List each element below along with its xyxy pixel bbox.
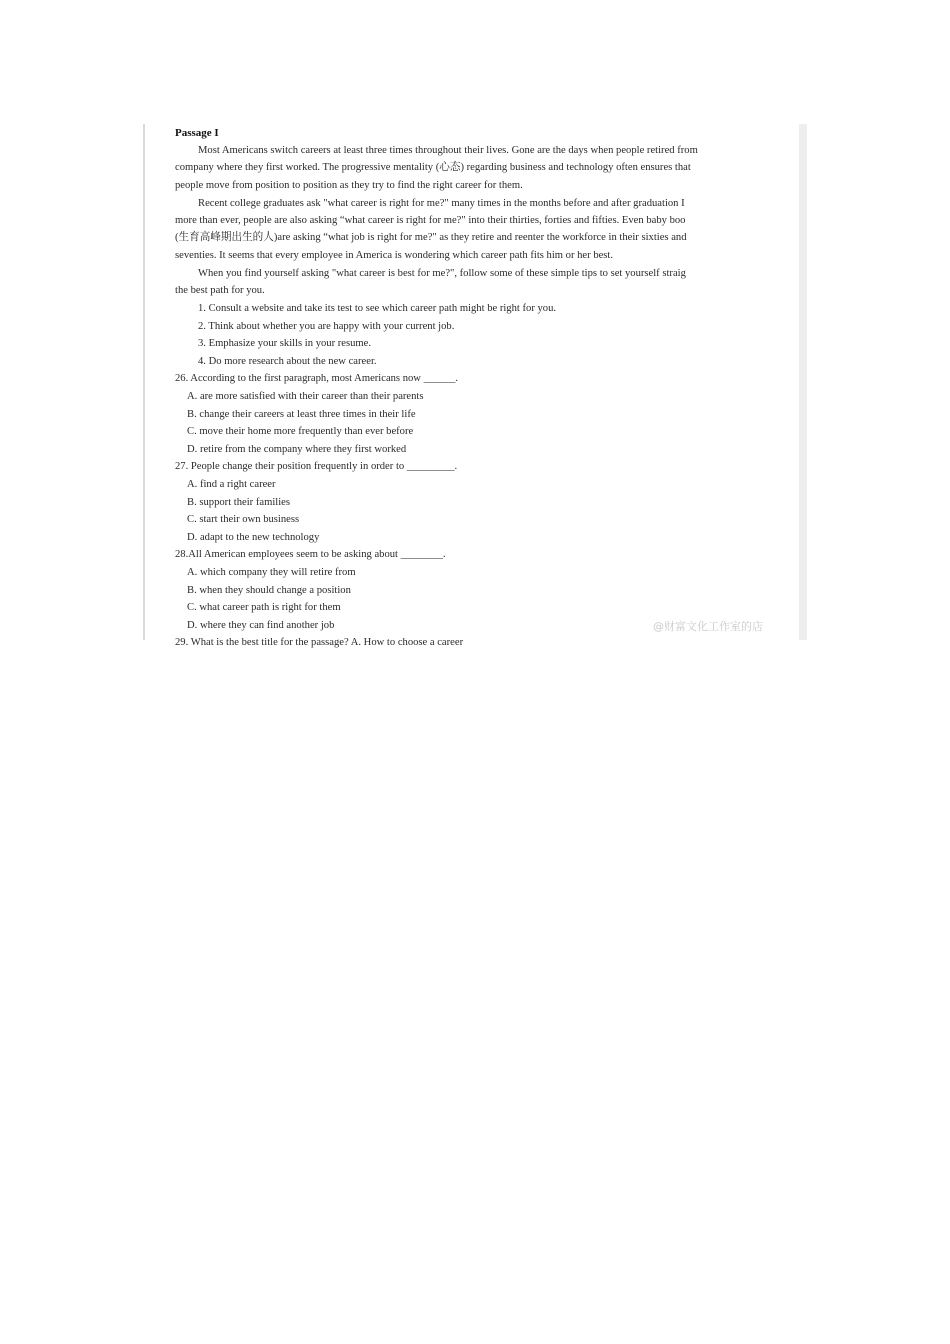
question-stem: 26. According to the first paragraph, most Americans now ______.	[175, 373, 459, 384]
paragraph-line: (生育高峰期出生的人)are asking “what job is right for me?" as they retire and reenter the workforce in their sixties and	[175, 232, 687, 243]
answer-option: D. where they can find another job	[187, 620, 335, 631]
paragraph-line: company where they first worked. The progressive mentality (心态) regarding business and technology often ensures that	[175, 162, 691, 173]
paragraph-line: the best path for you.	[175, 285, 265, 296]
passage-title: Passage I	[175, 127, 219, 139]
paragraph-line: When you find yourself asking "what career is best for me?", follow some of these simple tips to set yourself straig	[198, 268, 686, 279]
answer-option: D. retire from the company where they first worked	[187, 444, 407, 455]
answer-option: A. are more satisfied with their career than their parents	[187, 391, 424, 402]
answer-option: A. which company they will retire from	[187, 567, 356, 578]
answer-option: D. adapt to the new technology	[187, 532, 320, 543]
tip-item: 2. Think about whether you are happy with your current job.	[198, 321, 455, 332]
answer-option: C. move their home more frequently than ever before	[187, 426, 414, 437]
watermark-text: @财富文化工作室的店	[653, 620, 763, 633]
question-stem: 28.All American employees seem to be asking about ________.	[175, 549, 446, 560]
paragraph-line: Recent college graduates ask "what career is right for me?" many times in the months before and after graduation I	[198, 198, 685, 209]
answer-option: C. what career path is right for them	[187, 602, 341, 613]
scan-edge	[143, 124, 145, 640]
tip-item: 3. Emphasize your skills in your resume.	[198, 338, 372, 349]
cut-off-line: 29. What is the best title for the passage? A. How to choose a career	[175, 637, 464, 648]
paragraph-line: seventies. It seems that every employee in America is wondering which career path fits him or her best.	[175, 250, 614, 261]
paragraph-line: people move from position to position as they try to find the right career for them.	[175, 180, 523, 191]
question-stem: 27. People change their position frequently in order to _________.	[175, 461, 458, 472]
tip-item: 4. Do more research about the new career.	[198, 356, 377, 367]
paragraph-line: Most Americans switch careers at least three times throughout their lives. Gone are the days when people retired from	[198, 145, 698, 156]
answer-option: A. find a right career	[187, 479, 276, 490]
answer-option: B. when they should change a position	[187, 585, 351, 596]
answer-option: C. start their own business	[187, 514, 300, 525]
scanned-page	[143, 124, 807, 648]
paragraph-line: more than ever, people are also asking “what career is right for me?" into their thirties, forties and fifties. Even baby boo	[175, 215, 686, 226]
tip-item: 1. Consult a website and take its test to see which career path might be right for you.	[198, 303, 557, 314]
answer-option: B. support their families	[187, 497, 290, 508]
scan-margin-strip	[799, 124, 807, 640]
answer-option: B. change their careers at least three times in their life	[187, 409, 416, 420]
